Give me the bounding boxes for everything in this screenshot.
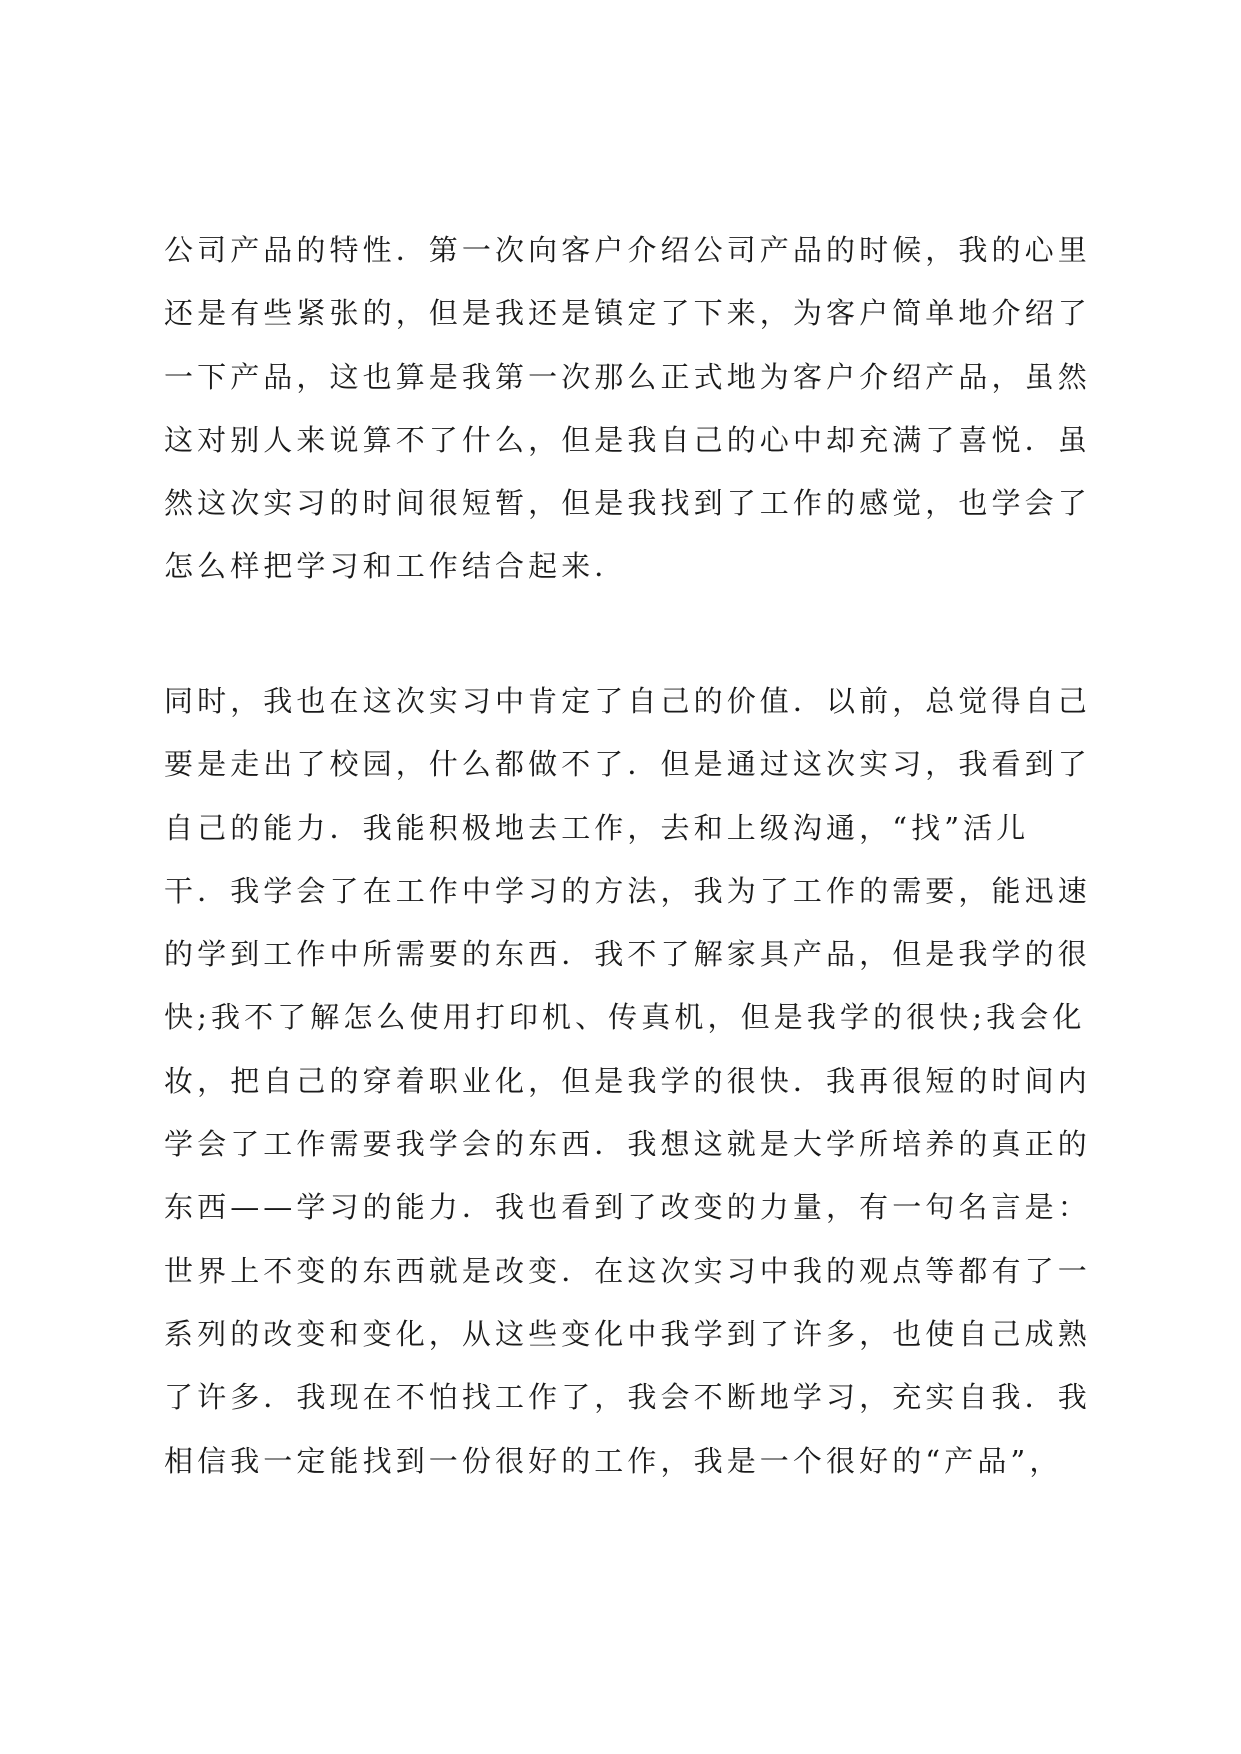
text-line: 的学到工作中所需要的东西．我不了解家具产品，但是我学的很	[164, 937, 1091, 972]
text-line: 系列的改变和变化，从这些变化中我学到了许多，也使自己成熟	[164, 1316, 1091, 1351]
text-line: 要是走出了校园，什么都做不了．但是通过这次实习，我看到了	[164, 747, 1091, 782]
text-line: 然这次实习的时间很短暂，但是我找到了工作的感觉，也学会了	[164, 486, 1091, 521]
paragraph-1	[164, 219, 1094, 599]
text-line: 公司产品的特性．第一次向客户介绍公司产品的时候，我的心里	[164, 233, 1091, 267]
text-line: 了许多．我现在不怕找工作了，我会不断地学习，充实自我．我	[164, 1380, 1091, 1415]
text-line: 世界上不变的东西就是改变．在这次实习中我的观点等都有了一	[164, 1253, 1091, 1288]
text-line: 还是有些紧张的，但是我还是镇定了下来，为客户简单地介绍了	[164, 296, 1091, 331]
text-line: 这对别人来说算不了什么，但是我自己的心中却充满了喜悦．虽	[164, 422, 1091, 457]
text-line: 相信我一定能找到一份很好的工作，我是一个很好的“产品”，	[164, 1443, 1063, 1478]
text-line: 干．我学会了在工作中学习的方法，我为了工作的需要，能迅速	[164, 873, 1091, 908]
text-line: 学会了工作需要我学会的东西．我想这就是大学所培养的真正的	[164, 1127, 1091, 1162]
text-line: 自己的能力．我能积极地去工作，去和上级沟通，“找”活儿	[164, 810, 1030, 845]
text-line: 怎么样把学习和工作结合起来．	[164, 549, 628, 584]
text-line: 一下产品，这也算是我第一次那么正式地为客户介绍产品，虽然	[164, 359, 1091, 394]
text-line: 快;我不了解怎么使用打印机、传真机，但是我学的很快;我会化	[164, 1000, 1086, 1035]
text-line: 同时，我也在这次实习中肯定了自己的价值．以前，总觉得自己	[164, 684, 1091, 718]
paragraph-2	[164, 670, 1094, 1493]
text-line: 东西——学习的能力．我也看到了改变的力量，有一句名言是：	[164, 1190, 1091, 1225]
text-line: 妆，把自己的穿着职业化，但是我学的很快．我再很短的时间内	[164, 1063, 1091, 1098]
